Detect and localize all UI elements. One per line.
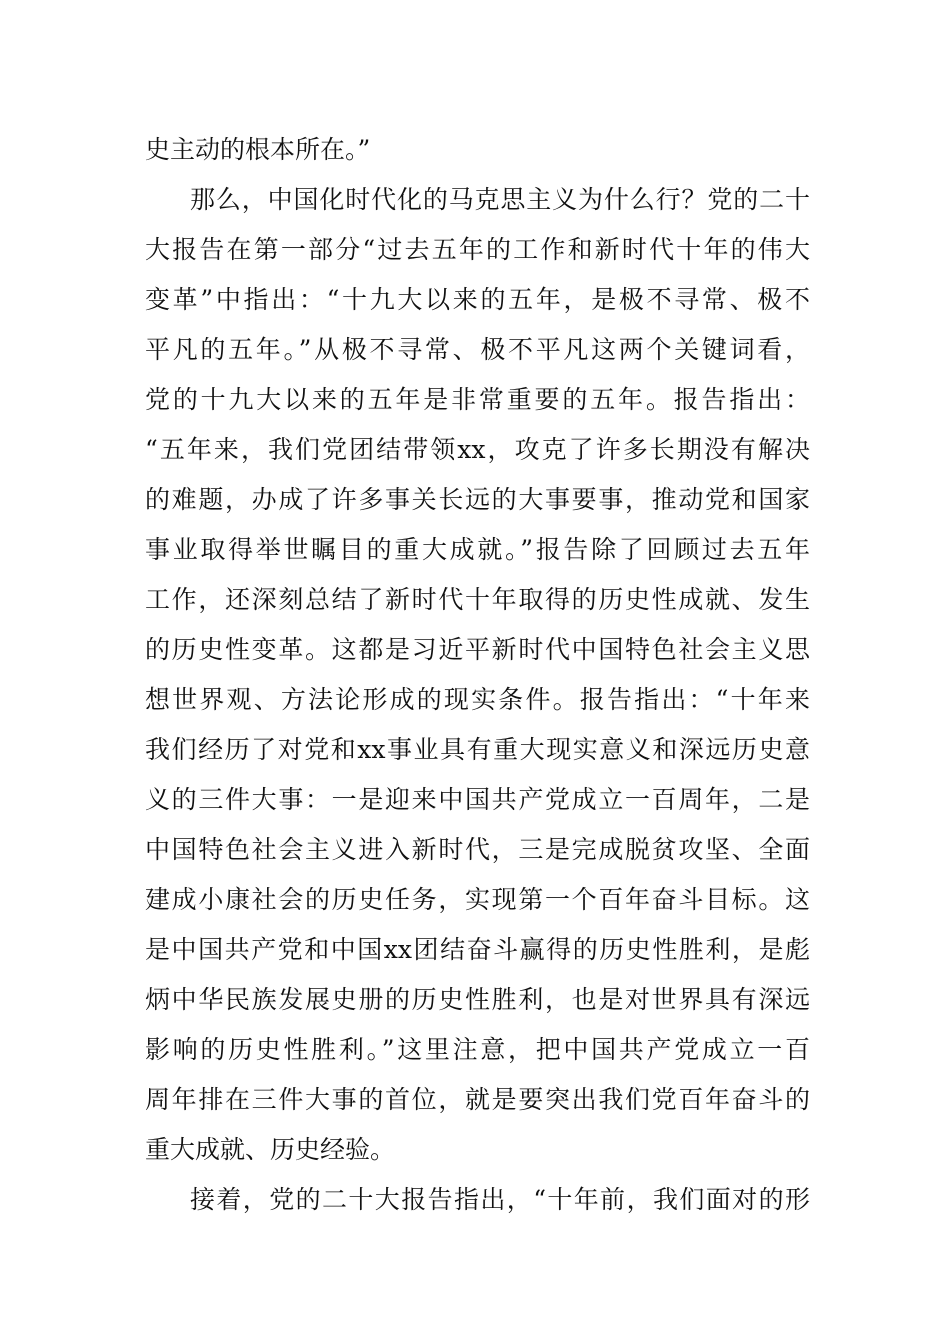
text-line: 事业取得举世瞩目的重大成就。”报告除了回顾过去五年	[145, 535, 810, 564]
text-line: 大报告在第一部分“过去五年的工作和新时代十年的伟大	[145, 235, 810, 264]
text-line: 建成小康社会的历史任务，实现第一个百年奋斗目标。这	[145, 885, 810, 914]
text-line: 是中国共产党和中国xx团结奋斗赢得的历史性胜利，是彪	[145, 935, 810, 964]
text-line: 的历史性变革。这都是习近平新时代中国特色社会主义思	[145, 635, 810, 664]
text-line: 重大成就、历史经验。	[145, 1135, 396, 1164]
text-line: “五年来，我们党团结带领xx，攻克了许多长期没有解决	[145, 435, 810, 464]
text-line: 工作，还深刻总结了新时代十年取得的历史性成就、发生	[145, 585, 810, 614]
text-line: 炳中华民族发展史册的历史性胜利，也是对世界具有深远	[145, 985, 810, 1014]
paragraph-start-line: 接着，党的二十大报告指出，“十年前，我们面对的形	[190, 1185, 810, 1214]
text-line: 影响的历史性胜利。”这里注意，把中国共产党成立一百	[145, 1035, 810, 1064]
text-line: 平凡的五年。”从极不寻常、极不平凡这两个关键词看，	[145, 335, 810, 364]
text-line: 党的十九大以来的五年是非常重要的五年。报告指出：	[145, 385, 810, 414]
text-line: 变革”中指出：“十九大以来的五年，是极不寻常、极不	[145, 285, 810, 314]
text-line: 我们经历了对党和xx事业具有重大现实意义和深远历史意	[145, 735, 810, 764]
text-line: 中国特色社会主义进入新时代，三是完成脱贫攻坚、全面	[145, 835, 810, 864]
text-line: 义的三件大事：一是迎来中国共产党成立一百周年，二是	[145, 785, 810, 814]
text-line: 史主动的根本所在。”	[145, 135, 371, 164]
text-line: 的难题，办成了许多事关长远的大事要事，推动党和国家	[145, 485, 810, 514]
paragraph-start-line: 那么，中国化时代化的马克思主义为什么行？党的二十	[190, 185, 810, 214]
text-line: 想世界观、方法论形成的现实条件。报告指出：“十年来	[145, 685, 810, 714]
text-line: 周年排在三件大事的首位，就是要突出我们党百年奋斗的	[145, 1085, 810, 1114]
